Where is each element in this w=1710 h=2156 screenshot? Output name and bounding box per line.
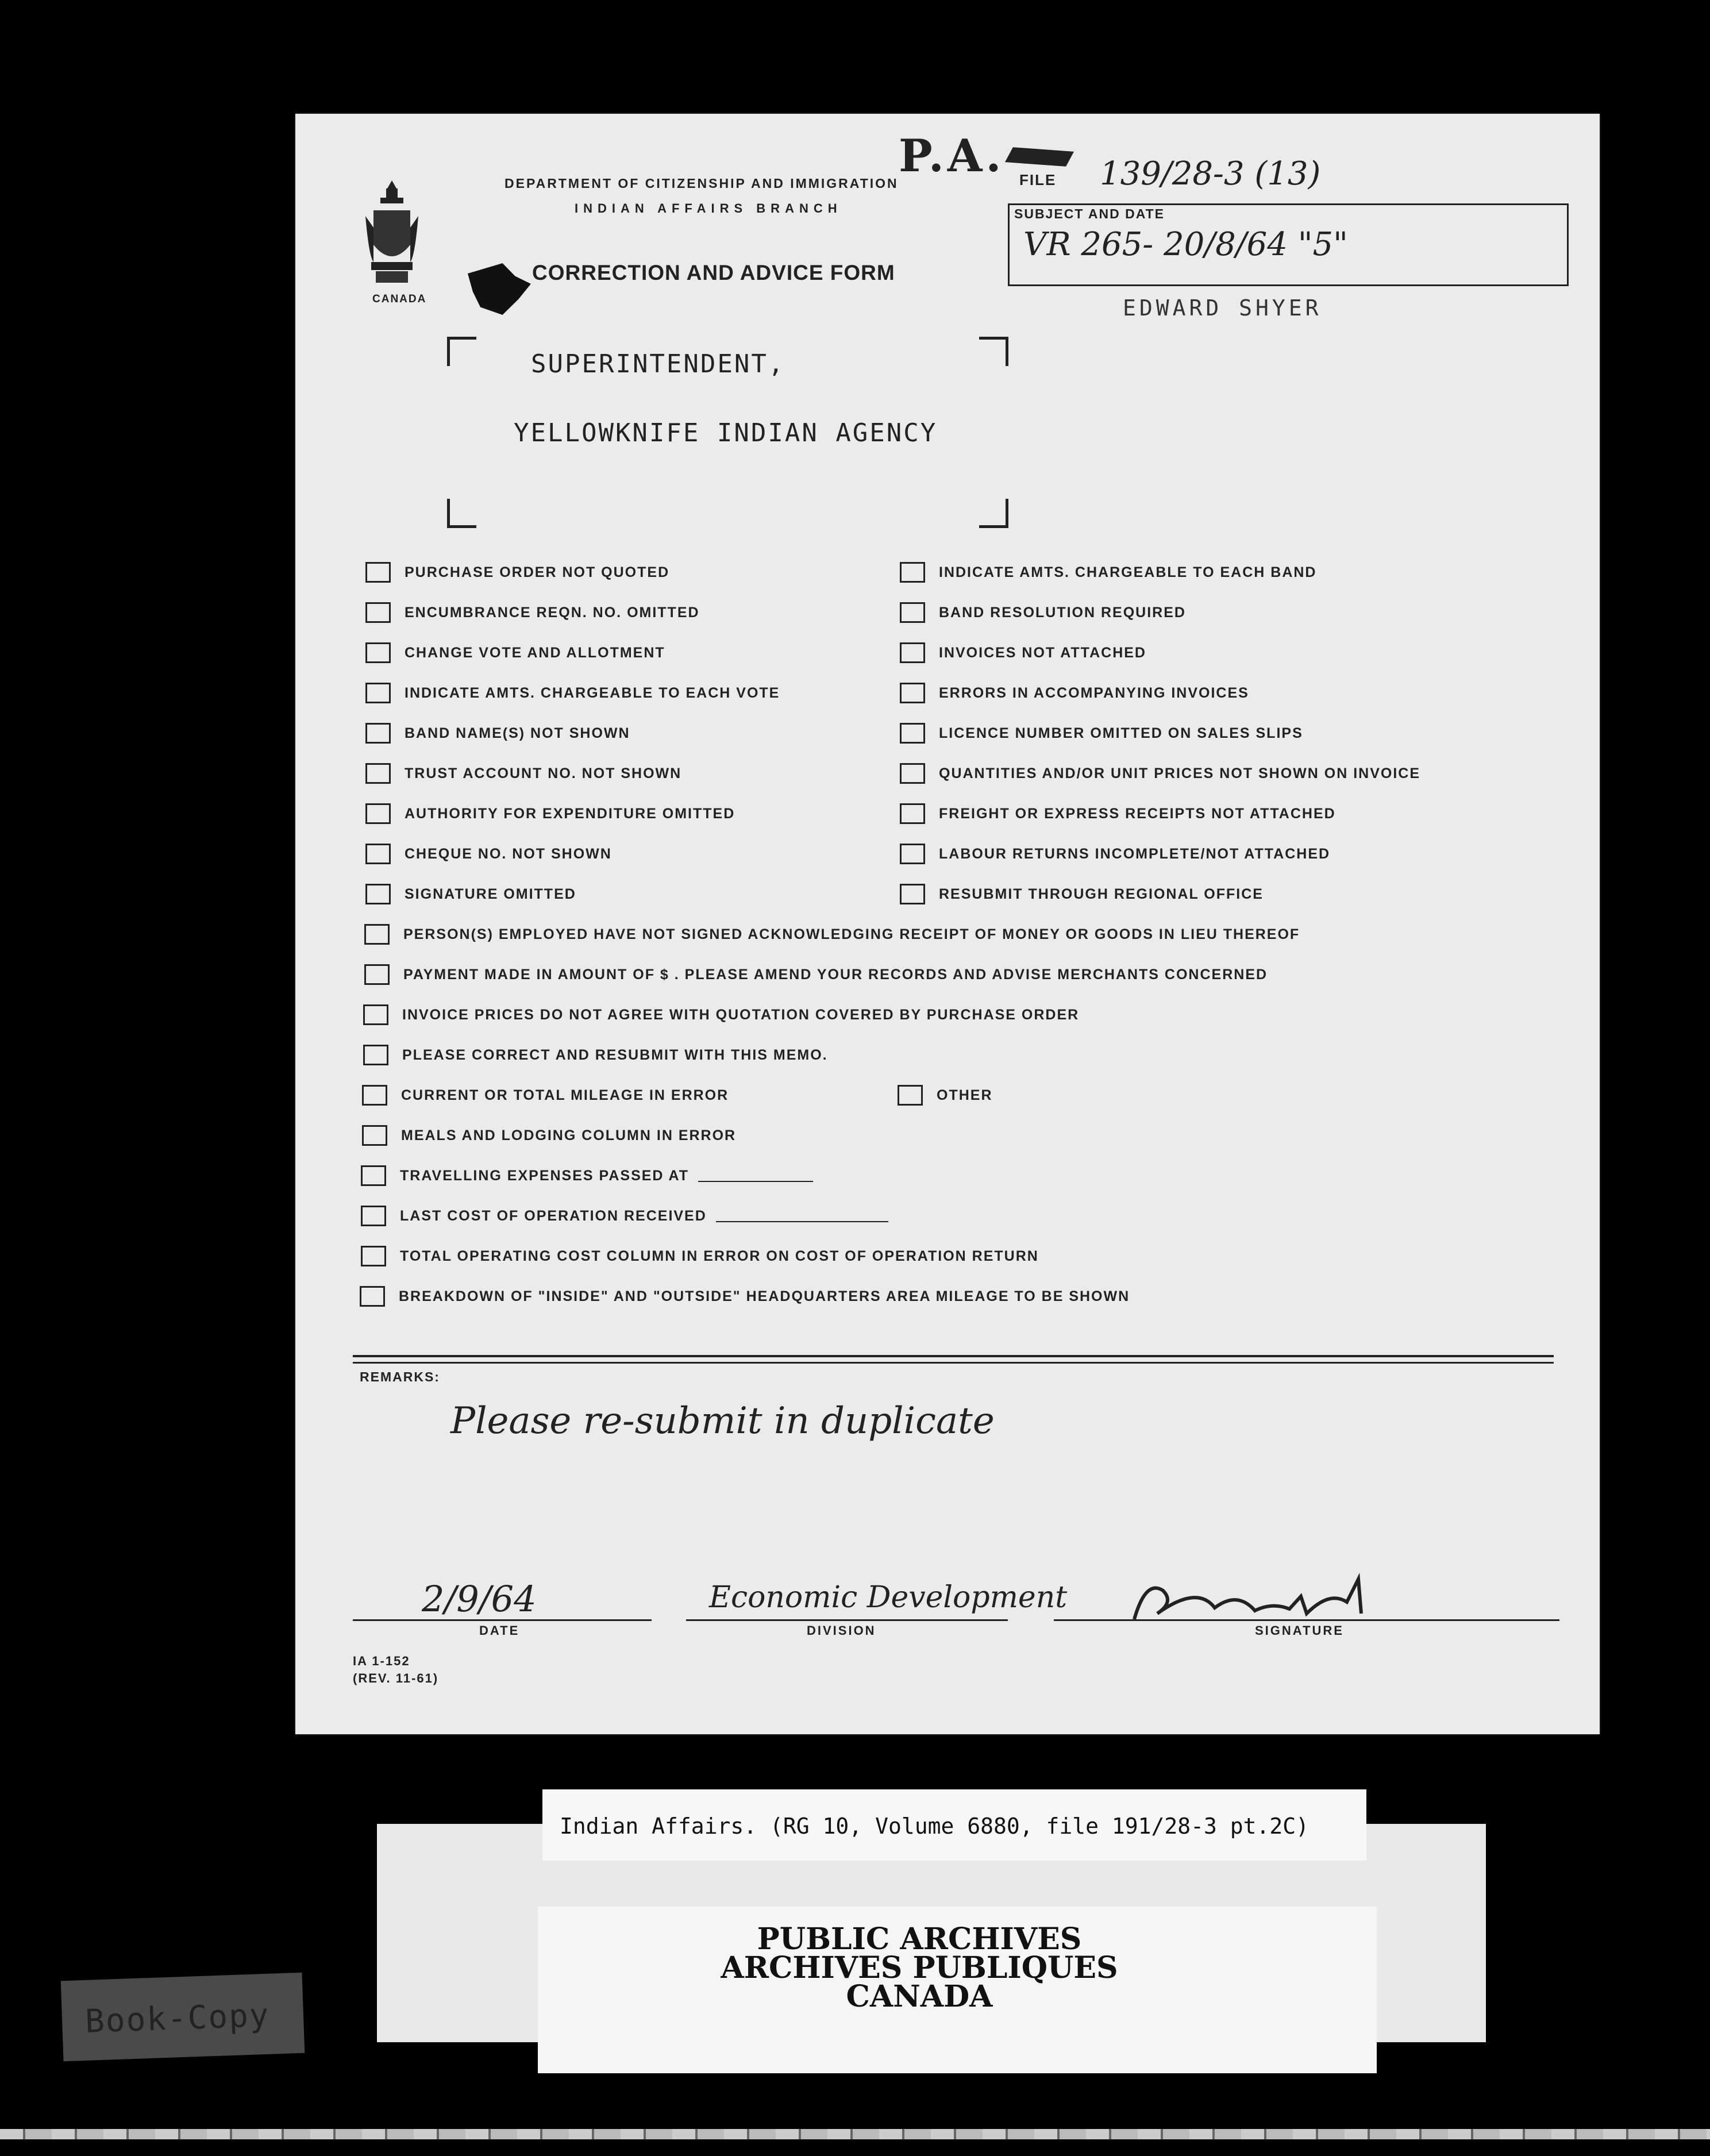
checkbox[interactable] — [900, 803, 925, 824]
blank-line[interactable] — [698, 1169, 813, 1182]
checklist-label: BAND RESOLUTION REQUIRED — [939, 604, 1186, 621]
checkbox[interactable] — [900, 763, 925, 784]
checkbox[interactable] — [361, 1206, 386, 1226]
archive-stamp — [690, 1922, 1149, 2014]
remarks-label: REMARKS: — [360, 1369, 440, 1384]
checkbox[interactable] — [900, 642, 925, 663]
checklist-label: TOTAL OPERATING COST COLUMN IN ERROR ON COST OF OPERATION RETURN — [400, 1248, 1039, 1264]
checklist-label: CURRENT OR TOTAL MILEAGE IN ERROR — [401, 1087, 729, 1103]
checklist-label: PAYMENT MADE IN AMOUNT OF $ . PLEASE AMEND YOUR RECORDS AND ADVISE MERCHANTS CONCERNED — [403, 966, 1268, 983]
checklist-item — [900, 683, 1249, 703]
checklist-label: TRAVELLING EXPENSES PASSED AT — [400, 1167, 689, 1184]
checklist-item — [365, 602, 700, 623]
signature-line — [1054, 1619, 1559, 1621]
checklist-item — [365, 562, 669, 583]
checkbox[interactable] — [898, 1085, 923, 1106]
checkbox[interactable] — [365, 803, 391, 824]
checkbox[interactable] — [365, 683, 391, 703]
checklist-label: BAND NAME(S) NOT SHOWN — [405, 725, 630, 741]
checklist-label: AUTHORITY FOR EXPENDITURE OMITTED — [405, 805, 735, 822]
division-line — [686, 1619, 1008, 1621]
subject-date-box — [1008, 203, 1569, 286]
subject-value: VR 265- 20/8/64 "5" — [1023, 226, 1348, 263]
checklist-label: QUANTITIES AND/OR UNIT PRICES NOT SHOWN ON INVOICE — [939, 765, 1420, 781]
checklist-label: BREAKDOWN OF "INSIDE" AND "OUTSIDE" HEADQUARTERS AREA MILEAGE TO BE SHOWN — [399, 1288, 1130, 1304]
checklist-label: RESUBMIT THROUGH REGIONAL OFFICE — [939, 886, 1264, 902]
checklist-label: LAST COST OF OPERATION RECEIVED — [400, 1207, 707, 1224]
checklist-item — [362, 1085, 729, 1106]
remarks-divider — [353, 1355, 1554, 1357]
checklist-item — [365, 642, 665, 663]
checklist-item — [365, 884, 576, 904]
pa-flag-mark — [1005, 147, 1074, 167]
checklist-item — [900, 763, 1420, 784]
archive-citation-card — [542, 1789, 1366, 1861]
division-label: DIVISION — [807, 1623, 876, 1638]
checkbox[interactable] — [363, 1004, 388, 1025]
checklist-item — [364, 964, 1268, 985]
checkbox[interactable] — [900, 562, 925, 583]
film-edge-strip — [0, 2129, 1710, 2139]
signature-label: SIGNATURE — [1255, 1623, 1344, 1638]
file-number: 139/28-3 (13) — [1100, 155, 1321, 192]
checkbox[interactable] — [360, 1286, 385, 1307]
checklist-item — [900, 562, 1316, 583]
checklist-item — [363, 1004, 1079, 1025]
checklist-item — [361, 1206, 888, 1226]
date-label: DATE — [479, 1623, 520, 1638]
checkbox[interactable] — [364, 964, 390, 985]
checklist-label: PERSON(S) EMPLOYED HAVE NOT SIGNED ACKNOWLEDGING RECEIPT OF MONEY OR GOODS IN LIEU THEREOF — [403, 926, 1300, 942]
checklist-label: PURCHASE ORDER NOT QUOTED — [405, 564, 670, 580]
checklist-label: TRUST ACCOUNT NO. NOT SHOWN — [405, 765, 682, 781]
stamp-line-2: ARCHIVES PUBLIQUES — [721, 1950, 1118, 1985]
address-corner-bottom-right — [979, 499, 1008, 528]
checklist-label: ERRORS IN ACCOMPANYING INVOICES — [939, 684, 1249, 701]
correction-advice-form — [295, 114, 1600, 1734]
checkbox[interactable] — [365, 562, 391, 583]
checkbox[interactable] — [365, 642, 391, 663]
checklist-label: INVOICE PRICES DO NOT AGREE WITH QUOTATION COVERED BY PURCHASE ORDER — [402, 1006, 1080, 1023]
checkbox[interactable] — [365, 763, 391, 784]
checkbox[interactable] — [365, 723, 391, 744]
date-value: 2/9/64 — [422, 1578, 537, 1620]
checkbox[interactable] — [900, 844, 925, 864]
checklist-label: ENCUMBRANCE REQN. NO. OMITTED — [405, 604, 700, 621]
checklist-label: SIGNATURE OMITTED — [405, 886, 576, 902]
checkbox[interactable] — [364, 924, 390, 945]
checklist-label: PLEASE CORRECT AND RESUBMIT WITH THIS MEMO. — [402, 1046, 828, 1063]
checklist-item — [900, 723, 1303, 744]
ink-blot — [468, 263, 531, 315]
checklist-item — [900, 844, 1330, 864]
checklist-item — [365, 763, 681, 784]
checklist-label: INVOICES NOT ATTACHED — [939, 644, 1146, 661]
checkbox[interactable] — [362, 1125, 387, 1146]
checklist-label: INDICATE AMTS. CHARGEABLE TO EACH VOTE — [405, 684, 780, 701]
checklist-label: LICENCE NUMBER OMITTED ON SALES SLIPS — [939, 725, 1303, 741]
checklist-item — [361, 1165, 813, 1186]
checklist-label: MEALS AND LODGING COLUMN IN ERROR — [401, 1127, 737, 1144]
checklist-label: OTHER — [937, 1087, 993, 1103]
book-copy-tag — [61, 1973, 305, 2062]
checkbox[interactable] — [365, 884, 391, 904]
branch-name: INDIAN AFFAIRS BRANCH — [575, 201, 842, 215]
archive-citation: Indian Affairs. (RG 10, Volume 6880, file 191/28-3 pt.2C) — [560, 1814, 1310, 1839]
subject-label: SUBJECT AND DATE — [1014, 206, 1165, 221]
checkbox[interactable] — [900, 884, 925, 904]
checklist-item — [363, 1045, 828, 1065]
remarks-text: Please re-submit in duplicate — [450, 1400, 995, 1442]
checklist-label: LABOUR RETURNS INCOMPLETE/NOT ATTACHED — [939, 845, 1331, 862]
checklist-item — [365, 803, 735, 824]
form-code-number: IA 1-152 — [353, 1654, 410, 1668]
checklist-item — [360, 1286, 1130, 1307]
department-name: DEPARTMENT OF CITIZENSHIP AND IMMIGRATION — [504, 176, 899, 191]
checklist-item — [365, 723, 630, 744]
checklist-item-other — [898, 1085, 993, 1106]
checklist-label: FREIGHT OR EXPRESS RECEIPTS NOT ATTACHED — [939, 805, 1336, 822]
book-copy-text: Book-Copy — [84, 1996, 271, 2040]
checklist-item — [900, 803, 1336, 824]
checklist-item — [361, 1246, 1039, 1266]
handwritten-signature-icon — [1129, 1568, 1416, 1631]
address-corner-top-right — [979, 337, 1008, 366]
checkbox[interactable] — [900, 602, 925, 623]
subject-name: EDWARD SHYER — [1123, 295, 1322, 321]
checklist-item — [900, 884, 1264, 904]
address-corner-bottom-left — [447, 499, 476, 528]
checklist-label: CHEQUE NO. NOT SHOWN — [405, 845, 612, 862]
checkbox[interactable] — [365, 602, 391, 623]
form-code — [353, 1653, 438, 1687]
checklist-label: CHANGE VOTE AND ALLOTMENT — [405, 644, 665, 661]
canada-label: CANADA — [372, 293, 427, 305]
checkbox[interactable] — [361, 1165, 386, 1186]
checklist-item — [365, 683, 780, 703]
form-title: CORRECTION AND ADVICE FORM — [532, 261, 895, 284]
pa-mark: P.A. — [899, 130, 1005, 182]
division-value: Economic Development — [709, 1580, 1068, 1615]
checkbox[interactable] — [900, 723, 925, 744]
blank-line[interactable] — [716, 1210, 888, 1222]
checkbox[interactable] — [365, 844, 391, 864]
file-label: FILE — [1019, 171, 1057, 188]
stamp-line-1: PUBLIC ARCHIVES — [757, 1922, 1082, 1957]
checkbox[interactable] — [362, 1085, 387, 1106]
stamp-line-3: CANADA — [846, 1979, 993, 2014]
checklist-item — [364, 924, 1300, 945]
address-corner-top-left — [447, 337, 476, 366]
address-line-2: YELLOWKNIFE INDIAN AGENCY — [514, 418, 938, 448]
checklist-item — [900, 602, 1186, 623]
date-line — [353, 1619, 652, 1621]
checkbox[interactable] — [900, 683, 925, 703]
canada-coat-of-arms-icon — [363, 176, 421, 302]
checklist-item — [362, 1125, 736, 1146]
remarks-divider — [353, 1362, 1554, 1364]
checklist-item — [900, 642, 1146, 663]
checklist-label: INDICATE AMTS. CHARGEABLE TO EACH BAND — [939, 564, 1317, 580]
checkbox[interactable] — [363, 1045, 388, 1065]
checklist-item — [365, 844, 612, 864]
checkbox[interactable] — [361, 1246, 386, 1266]
address-line-1: SUPERINTENDENT, — [531, 349, 785, 379]
form-code-revision: (REV. 11-61) — [353, 1671, 439, 1685]
